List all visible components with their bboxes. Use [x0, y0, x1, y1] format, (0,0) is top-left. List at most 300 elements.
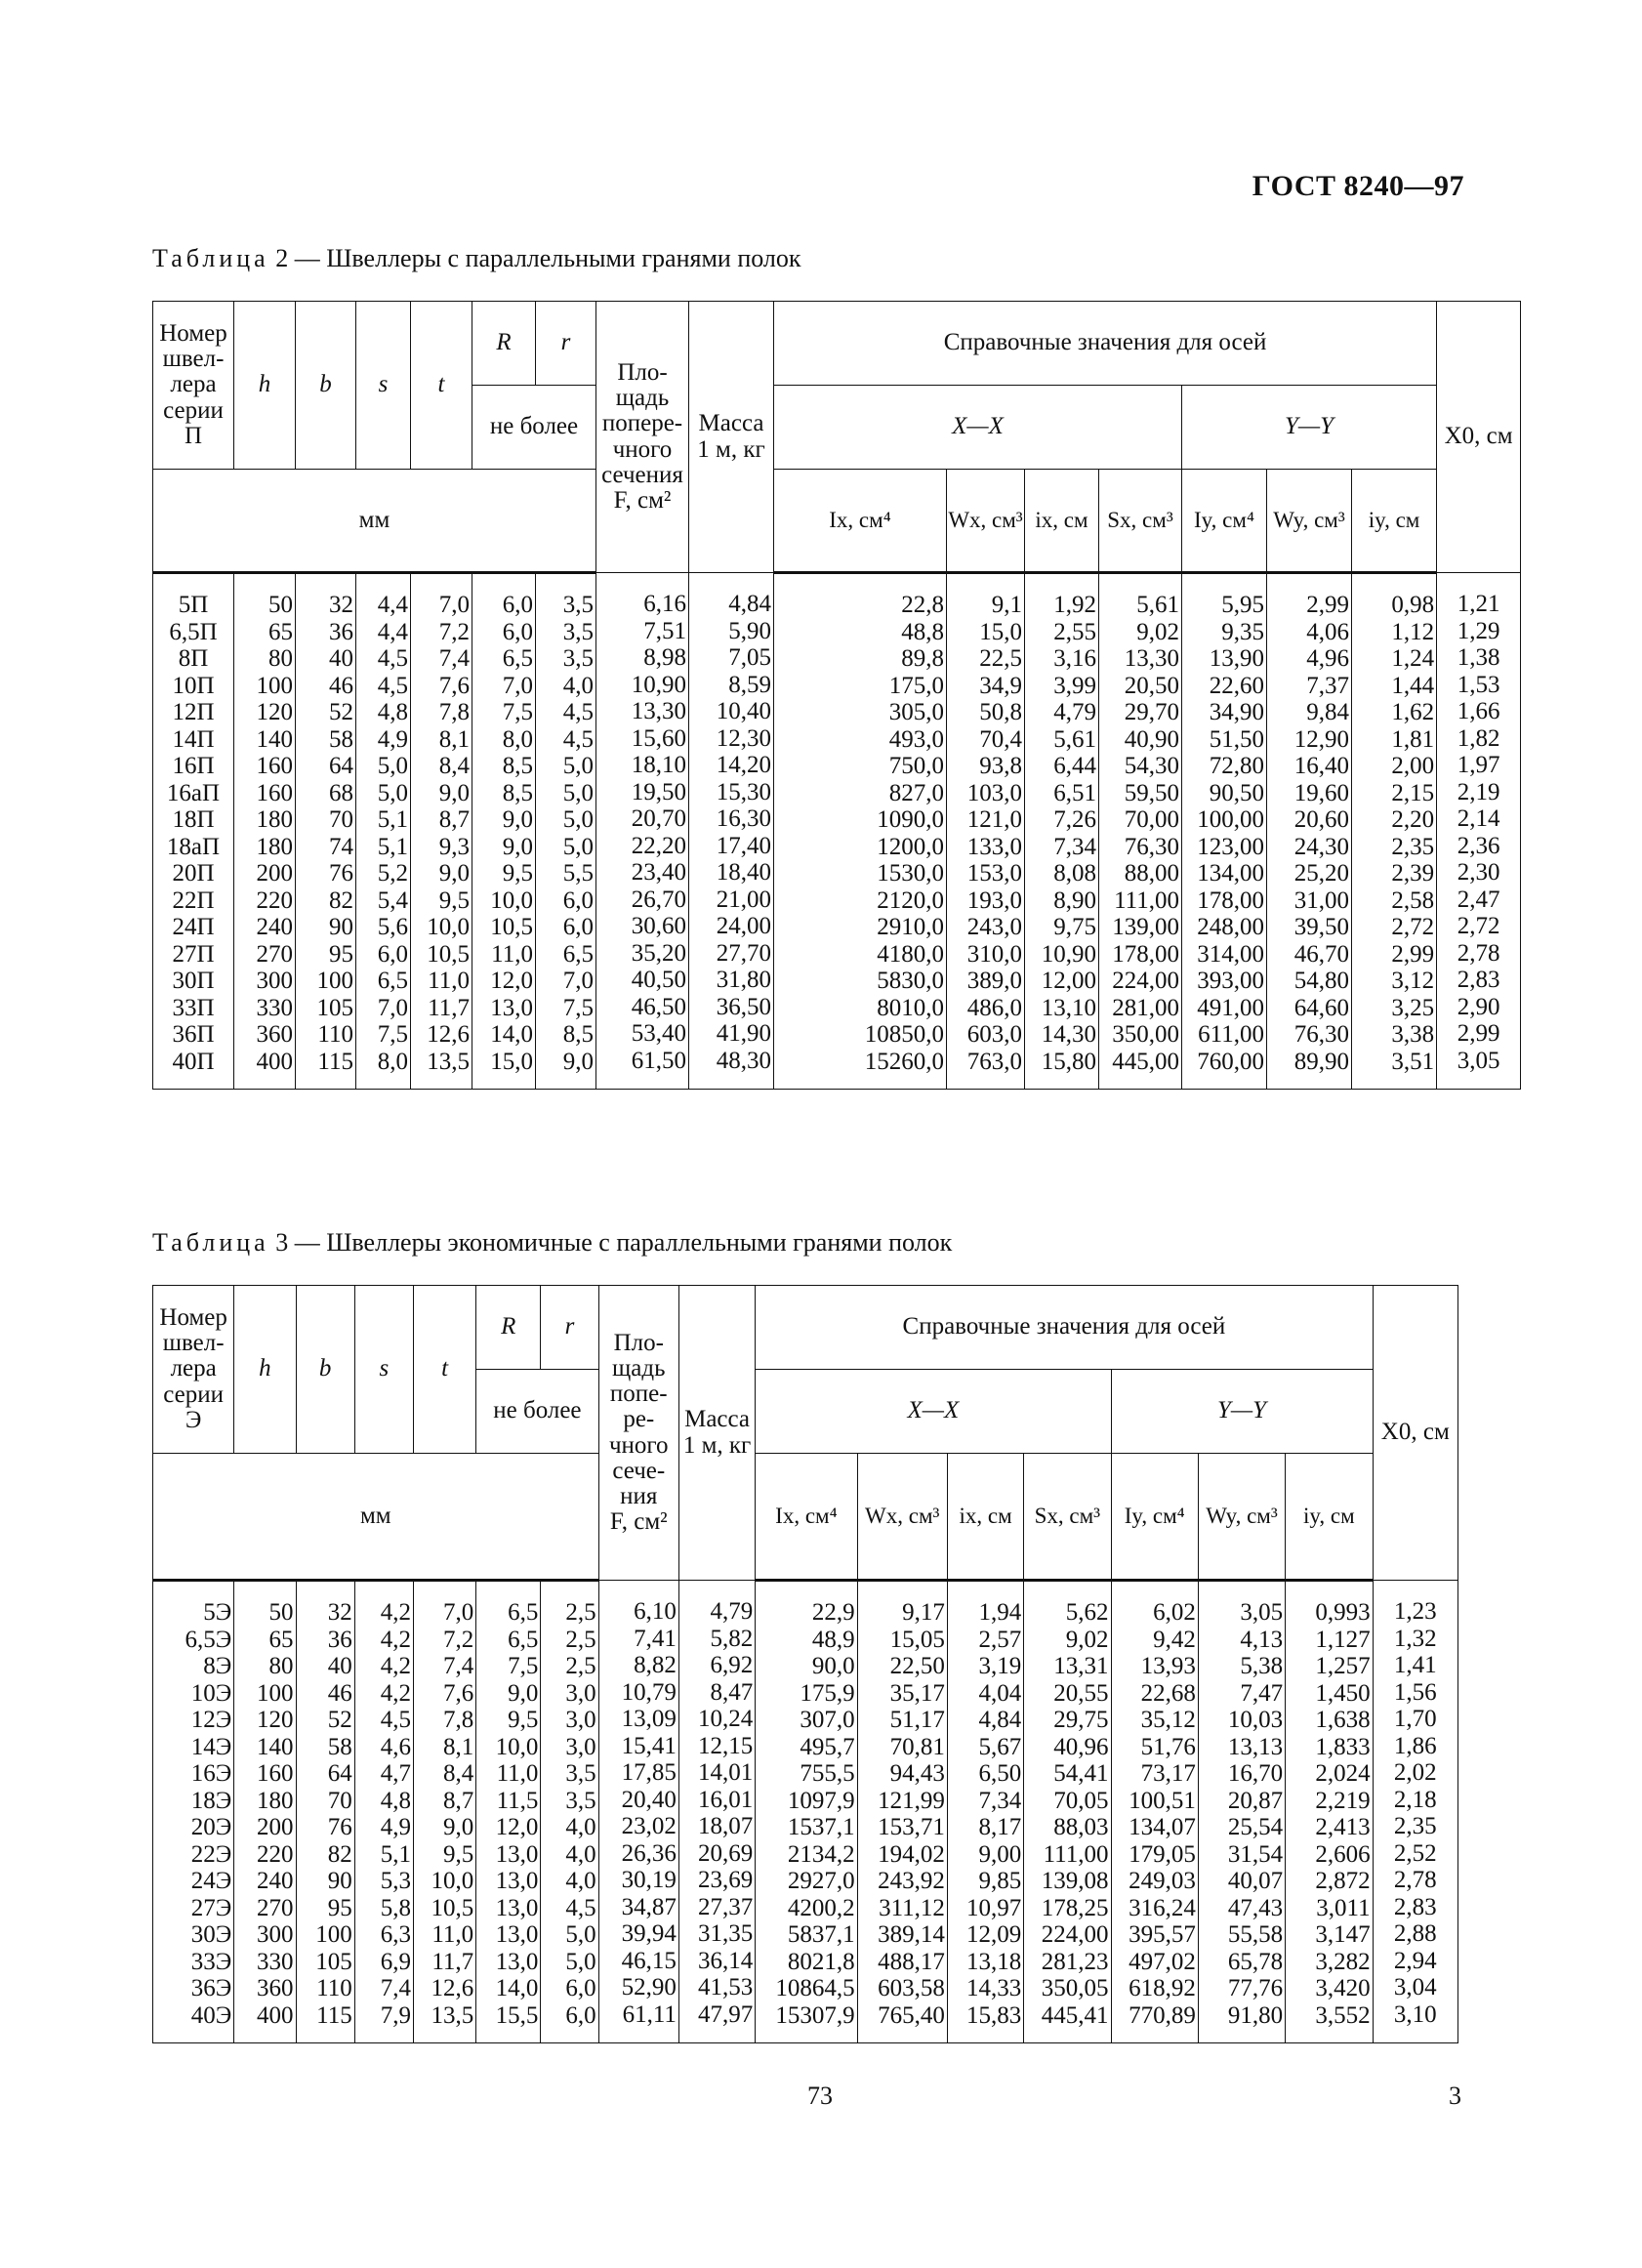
cell-value: 7,2 [438, 618, 470, 645]
cell-value: 2134,2 [787, 1840, 855, 1868]
cell-value: 8,82 [634, 1652, 677, 1678]
cell-value: 100 [256, 672, 293, 699]
cell-value: 9,0 [502, 833, 533, 860]
cell-value: 153,71 [878, 1814, 945, 1840]
cell-value: 2,35 [1391, 833, 1435, 860]
cell-value: 7,47 [1240, 1679, 1284, 1707]
cell-value: 15,30 [716, 778, 771, 805]
cell-value: 10,40 [716, 698, 771, 724]
cell-value: 2,219 [1315, 1787, 1371, 1814]
cell-value: 4,13 [1240, 1626, 1284, 1653]
cell-value: 3,0 [565, 1733, 596, 1760]
cell-value: 7,0 [438, 592, 470, 618]
cell-value: 61,50 [631, 1047, 686, 1074]
cell-value: 15,0 [490, 1048, 533, 1075]
col-Iy-header: Iy, см⁴ [1182, 470, 1267, 573]
cell-value: 15,41 [621, 1732, 677, 1759]
cell-value: 10864,5 [775, 1975, 855, 2001]
cell-value: 32 [329, 592, 353, 618]
cell-value: 26,70 [631, 886, 686, 913]
col-Ix-header: Ix, см⁴ [756, 1454, 857, 1581]
cell-value: 8,5 [502, 753, 533, 779]
col-s-values [356, 573, 411, 1090]
cell-value: 5,3 [380, 1868, 411, 1894]
cell-value: 13,0 [490, 994, 533, 1021]
cell-value: 30Э [190, 1921, 232, 1948]
cell-value: 193,0 [966, 887, 1022, 914]
col-Iy-values [1182, 573, 1267, 1090]
cell-value: 17,85 [621, 1759, 677, 1786]
cell-value: 160 [256, 779, 293, 806]
cell-value: 13,31 [1053, 1653, 1109, 1679]
cell-value: 35,12 [1140, 1707, 1196, 1733]
col-area-header: Пло-щадь попе-ре-чного сече-ния F, см² [598, 1286, 678, 1581]
cell-value: 134,00 [1197, 860, 1264, 887]
cell-value: 6,51 [1053, 779, 1096, 806]
cell-value: 11,0 [496, 1760, 539, 1787]
cell-value: 2,00 [1391, 753, 1435, 779]
cell-value: 120 [256, 699, 293, 725]
cell-value: 31,54 [1227, 1840, 1284, 1868]
cell-value: 7,8 [438, 699, 470, 725]
cell-value: 27,37 [697, 1893, 754, 1920]
cell-value: 4,4 [377, 618, 408, 645]
cell-value: 6,3 [380, 1921, 411, 1948]
cell-value: 10,5 [427, 940, 470, 968]
cell-value: 2,35 [1393, 1813, 1437, 1839]
cell-value: 7,5 [508, 1653, 539, 1679]
cell-value: 1090,0 [877, 806, 944, 833]
cell-value: 2,413 [1315, 1814, 1371, 1840]
cell-value: 7,0 [502, 672, 533, 699]
cell-value: 22,20 [631, 832, 686, 859]
cell-value: 36,50 [716, 993, 771, 1020]
cell-value: 15,83 [965, 2001, 1022, 2029]
cell-value: 20,60 [1293, 806, 1349, 833]
cell-value: 39,94 [621, 1920, 677, 1947]
col-Iy-values [1111, 1581, 1198, 2043]
cell-value: 12,00 [1041, 968, 1096, 994]
cell-value: 20,69 [697, 1839, 754, 1867]
cell-value: 53,40 [631, 1020, 686, 1047]
cell-value: 7,34 [1053, 833, 1096, 860]
cell-value: 11,5 [496, 1787, 539, 1814]
cell-value: 5,0 [562, 753, 594, 779]
cell-value: 7,4 [438, 645, 470, 672]
not-more-header: не более [472, 386, 596, 470]
cell-value: 497,02 [1129, 1948, 1196, 1975]
col-area-values [596, 573, 689, 1090]
cell-value: 50 [268, 592, 293, 618]
table2-caption: Таблица 2 — Швеллеры с параллельными гранями полок [152, 244, 801, 272]
col-r-header: r [541, 1286, 598, 1370]
cell-value: 36 [329, 618, 353, 645]
cell-value: 14,0 [495, 1975, 539, 2001]
cell-value: 1,44 [1391, 672, 1435, 699]
cell-value: 40,50 [631, 967, 686, 993]
cell-value: 64 [327, 1760, 352, 1787]
cell-value: 46,70 [1293, 940, 1349, 968]
col-b-values [296, 573, 356, 1090]
cell-value: 20,70 [631, 805, 686, 832]
cell-value: 4,84 [728, 591, 771, 617]
cell-value: 305,0 [888, 699, 944, 725]
cell-value: 400 [256, 1048, 293, 1075]
cell-value: 12,15 [697, 1732, 754, 1759]
col-b-header: b [296, 1286, 354, 1454]
cell-value: 20,40 [621, 1786, 677, 1813]
cell-value: 9,17 [902, 1599, 945, 1626]
cell-value: 1,32 [1393, 1625, 1437, 1652]
cell-value: 22,50 [889, 1653, 945, 1679]
cell-value: 12,0 [490, 968, 533, 994]
cell-value: 70 [329, 806, 353, 833]
cell-value: 31,35 [697, 1920, 754, 1947]
cell-value: 51,76 [1140, 1733, 1196, 1760]
cell-value: 0,993 [1315, 1599, 1371, 1626]
cell-value: 4,2 [380, 1679, 411, 1707]
cell-value: 95 [327, 1894, 352, 1921]
col-R-header: R [472, 302, 536, 386]
cell-value: 24Э [190, 1868, 232, 1894]
cell-value: 16аП [166, 779, 221, 806]
cell-value: 23,69 [697, 1867, 754, 1893]
cell-value: 94,43 [889, 1760, 945, 1787]
cell-value: 1537,1 [787, 1814, 855, 1840]
cell-value: 22,8 [901, 592, 944, 618]
cell-value: 13,30 [1124, 645, 1179, 672]
cell-value: 9,3 [438, 833, 470, 860]
cell-value: 5,0 [562, 779, 594, 806]
col-r-header: r [536, 302, 596, 386]
col-iy-values [1286, 1581, 1373, 2043]
cell-value: 10,90 [631, 671, 686, 698]
cell-value: 8,1 [442, 1733, 474, 1760]
cell-value: 7,8 [442, 1707, 474, 1733]
col-s-values [354, 1581, 413, 2043]
cell-value: 13,93 [1140, 1653, 1196, 1679]
col-R-header: R [476, 1286, 541, 1370]
cell-value: 20,50 [1124, 672, 1179, 699]
cell-value: 134,07 [1129, 1814, 1196, 1840]
cell-value: 1530,0 [877, 860, 944, 887]
cell-value: 48,9 [811, 1626, 855, 1653]
cell-value: 74 [329, 833, 353, 860]
cell-value: 611,00 [1198, 1021, 1264, 1048]
cell-value: 47,97 [697, 2000, 754, 2028]
cell-value: 6,02 [1153, 1599, 1196, 1626]
cell-value: 2,15 [1391, 779, 1435, 806]
cell-value: 105 [315, 1948, 352, 1975]
cell-value: 311,12 [879, 1894, 945, 1921]
cell-value: 7,26 [1053, 806, 1096, 833]
cell-value: 4,0 [565, 1868, 596, 1894]
cell-value: 9,02 [1065, 1626, 1109, 1653]
col-number-header: Номер швел-лера серии Э [153, 1286, 234, 1454]
cell-value: 4,9 [377, 725, 408, 753]
axis-xx-header: X—X [756, 1370, 1111, 1454]
cell-value: 200 [256, 860, 293, 887]
cell-value: 139,08 [1041, 1868, 1109, 1894]
col-Sx-values [1024, 1581, 1111, 2043]
cell-value: 3,51 [1391, 1048, 1435, 1075]
cell-value: 70,05 [1053, 1787, 1109, 1814]
cell-value: 10,5 [431, 1894, 474, 1921]
col-ix-header: ix, см [1025, 470, 1099, 573]
reference-values-header: Справочные значения для осей [774, 302, 1437, 386]
cell-value: 2,39 [1391, 860, 1435, 887]
cell-value: 5,8 [380, 1894, 411, 1921]
cell-value: 76 [327, 1814, 352, 1840]
cell-value: 5,0 [377, 753, 408, 779]
cell-value: 90,50 [1209, 779, 1264, 806]
cell-value: 23,02 [621, 1813, 677, 1839]
cell-value: 9,84 [1306, 699, 1349, 725]
cell-value: 9,42 [1153, 1626, 1196, 1653]
cell-value: 12,30 [716, 724, 771, 752]
cell-value: 5,2 [377, 860, 408, 887]
cell-value: 24,30 [1293, 833, 1349, 860]
cell-value: 7,6 [442, 1679, 474, 1707]
cell-value: 9,0 [438, 779, 470, 806]
cell-value: 6,0 [377, 940, 408, 968]
cell-value: 4,2 [380, 1653, 411, 1679]
cell-value: 243,92 [878, 1868, 945, 1894]
col-t-values [413, 1581, 475, 2043]
cell-value: 178,25 [1041, 1894, 1109, 1921]
cell-value: 52 [327, 1707, 352, 1733]
cell-value: 12,90 [1293, 725, 1349, 753]
cell-value: 48,8 [901, 618, 944, 645]
cell-value: 488,17 [878, 1948, 945, 1975]
cell-value: 8,98 [643, 644, 686, 671]
cell-value: 1200,0 [877, 833, 944, 860]
cell-value: 1,70 [1393, 1706, 1437, 1732]
cell-value: 1,12 [1391, 618, 1435, 645]
col-Sx-header: Sx, см³ [1099, 470, 1182, 573]
col-Wx-values [857, 1581, 947, 2043]
cell-value: 350,00 [1112, 1021, 1179, 1048]
cell-value: 20Э [190, 1814, 232, 1840]
col-h-header: h [234, 302, 296, 470]
cell-value: 24П [172, 914, 215, 940]
cell-value: 827,0 [888, 779, 944, 806]
cell-value: 34,9 [979, 672, 1022, 699]
cell-value: 4,4 [377, 592, 408, 618]
cell-value: 2,024 [1315, 1760, 1371, 1787]
cell-value: 4,06 [1306, 618, 1349, 645]
cell-value: 18Э [190, 1787, 232, 1814]
cell-value: 3,5 [565, 1760, 596, 1787]
cell-value: 7,4 [442, 1653, 474, 1679]
cell-value: 48,30 [716, 1047, 771, 1074]
cell-value: 603,0 [966, 1021, 1022, 1048]
cell-value: 1,82 [1457, 724, 1500, 752]
cell-value: 2,99 [1391, 940, 1435, 968]
cell-value: 400 [257, 2001, 294, 2029]
cell-value: 95 [329, 940, 353, 968]
cell-value: 2,58 [1391, 887, 1435, 914]
mm-units-header: мм [153, 470, 596, 573]
cell-value: 6,10 [634, 1598, 677, 1625]
table3-data-row [153, 1581, 1458, 2043]
cell-value: 9,5 [508, 1707, 539, 1733]
cell-value: 1,62 [1391, 699, 1435, 725]
cell-value: 4180,0 [877, 940, 944, 968]
col-Wy-values [1198, 1581, 1285, 2043]
cell-value: 2,83 [1393, 1893, 1437, 1920]
col-Wy-header: Wy, см³ [1198, 1454, 1285, 1581]
col-r-values [541, 1581, 598, 2043]
cell-value: 224,00 [1041, 1921, 1109, 1948]
cell-value: 36П [172, 1021, 215, 1048]
cell-value: 2,88 [1393, 1920, 1437, 1947]
col-Wx-values [947, 573, 1025, 1090]
cell-value: 100 [315, 1921, 352, 1948]
cell-value: 10Э [190, 1679, 232, 1707]
cell-value: 314,00 [1197, 940, 1264, 968]
cell-value: 33Э [190, 1948, 232, 1975]
cell-value: 2,94 [1393, 1947, 1437, 1974]
cell-value: 14,20 [716, 752, 771, 778]
cell-value: 4,5 [565, 1894, 596, 1921]
cell-value: 76 [329, 860, 353, 887]
cell-value: 10,0 [490, 887, 533, 914]
cell-value: 12,6 [427, 1021, 470, 1048]
cell-value: 6,5 [508, 1626, 539, 1653]
col-mass-header: Масса 1 м, кг [689, 302, 774, 573]
cell-value: 11,0 [431, 1921, 474, 1948]
cell-value: 1,41 [1393, 1652, 1437, 1678]
col-X0-values [1437, 573, 1521, 1090]
cell-value: 10,97 [965, 1894, 1022, 1921]
cell-value: 5,0 [565, 1948, 596, 1975]
cell-value: 4,0 [562, 672, 594, 699]
cell-value: 120 [257, 1707, 294, 1733]
cell-value: 5,61 [1053, 725, 1096, 753]
cell-value: 40 [329, 645, 353, 672]
cell-value: 54,30 [1124, 753, 1179, 779]
cell-value: 7,41 [634, 1625, 677, 1652]
cell-value: 10850,0 [864, 1021, 944, 1048]
cell-value: 13,0 [495, 1948, 539, 1975]
cell-value: 13,0 [495, 1840, 539, 1868]
cell-value: 30,60 [631, 913, 686, 939]
col-X0-header: X0, см [1437, 302, 1521, 573]
cell-value: 139,00 [1112, 914, 1179, 940]
cell-value: 6,92 [710, 1652, 754, 1678]
cell-value: 1,23 [1393, 1598, 1437, 1625]
cell-value: 24,00 [716, 913, 771, 939]
col-area-header: Пло-щадь попере-чного сечения F, см² [596, 302, 689, 573]
cell-value: 3,282 [1315, 1948, 1371, 1975]
cell-value: 18аП [166, 833, 221, 860]
cell-value: 3,05 [1457, 1047, 1500, 1074]
cell-value: 8,59 [728, 671, 771, 698]
cell-value: 1,53 [1457, 671, 1500, 698]
cell-value: 13,10 [1041, 994, 1096, 1021]
cell-value: 29,70 [1124, 699, 1179, 725]
cell-value: 73,17 [1140, 1760, 1196, 1787]
cell-value: 2927,0 [787, 1868, 855, 1894]
table3 [152, 1285, 1458, 2043]
cell-value: 77,76 [1227, 1975, 1284, 2001]
col-Sx-values [1099, 573, 1182, 1090]
cell-value: 9,0 [562, 1048, 594, 1075]
cell-value: 50 [268, 1599, 294, 1626]
cell-value: 4,5 [377, 672, 408, 699]
cell-value: 3,5 [562, 618, 594, 645]
cell-value: 1,127 [1315, 1626, 1371, 1653]
col-Wy-values [1267, 573, 1352, 1090]
col-mass-header: Масса 1 м, кг [678, 1286, 755, 1581]
cell-value: 3,38 [1391, 1021, 1435, 1048]
cell-value: 47,43 [1227, 1894, 1284, 1921]
cell-value: 360 [257, 1975, 294, 2001]
cell-value: 70,4 [979, 725, 1022, 753]
cell-value: 5,90 [728, 617, 771, 644]
cell-value: 2,72 [1457, 913, 1500, 939]
cell-value: 445,41 [1041, 2001, 1109, 2029]
cell-value: 70 [327, 1787, 352, 1814]
cell-value: 9,5 [502, 860, 533, 887]
cell-value: 2,20 [1391, 806, 1435, 833]
cell-value: 493,0 [888, 725, 944, 753]
cell-value: 7,34 [978, 1787, 1022, 1814]
cell-value: 13,90 [1209, 645, 1264, 672]
cell-value: 1,638 [1315, 1707, 1371, 1733]
cell-value: 1,86 [1393, 1732, 1437, 1759]
cell-value: 9,5 [438, 887, 470, 914]
cell-value: 1,24 [1391, 645, 1435, 672]
cell-value: 36,14 [697, 1947, 754, 1974]
cell-value: 9,00 [978, 1840, 1022, 1868]
cell-value: 5,0 [377, 779, 408, 806]
cell-value: 350,05 [1041, 1975, 1109, 2001]
cell-value: 16,70 [1227, 1760, 1284, 1787]
cell-value: 153,0 [966, 860, 1022, 887]
cell-value: 3,10 [1393, 2000, 1437, 2028]
cell-value: 2,5 [565, 1626, 596, 1653]
cell-value: 13,5 [431, 2001, 474, 2029]
cell-value: 140 [257, 1733, 294, 1760]
col-ix-values [947, 1581, 1023, 2043]
cell-value: 180 [256, 833, 293, 860]
cell-value: 26,36 [621, 1839, 677, 1867]
cell-value: 6,0 [565, 1975, 596, 2001]
cell-value: 65,78 [1227, 1948, 1284, 1975]
cell-value: 10,5 [490, 914, 533, 940]
cell-value: 8,4 [438, 753, 470, 779]
cell-value: 763,0 [966, 1048, 1022, 1075]
cell-value: 8010,0 [877, 994, 944, 1021]
cell-value: 7,05 [728, 644, 771, 671]
cell-value: 3,19 [978, 1653, 1022, 1679]
cell-value: 10,0 [495, 1733, 539, 1760]
cell-value: 22,5 [979, 645, 1022, 672]
cell-value: 2,18 [1393, 1786, 1437, 1813]
cell-value: 5,0 [565, 1921, 596, 1948]
cell-value: 2,47 [1457, 886, 1500, 913]
cell-value: 21,00 [716, 886, 771, 913]
cell-value: 22П [172, 887, 215, 914]
cell-value: 3,12 [1391, 968, 1435, 994]
cell-value: 36 [327, 1626, 352, 1653]
cell-value: 90 [327, 1868, 352, 1894]
cell-value: 16,40 [1293, 753, 1349, 779]
axis-xx-header: X—X [774, 386, 1182, 470]
cell-value: 65 [268, 618, 293, 645]
